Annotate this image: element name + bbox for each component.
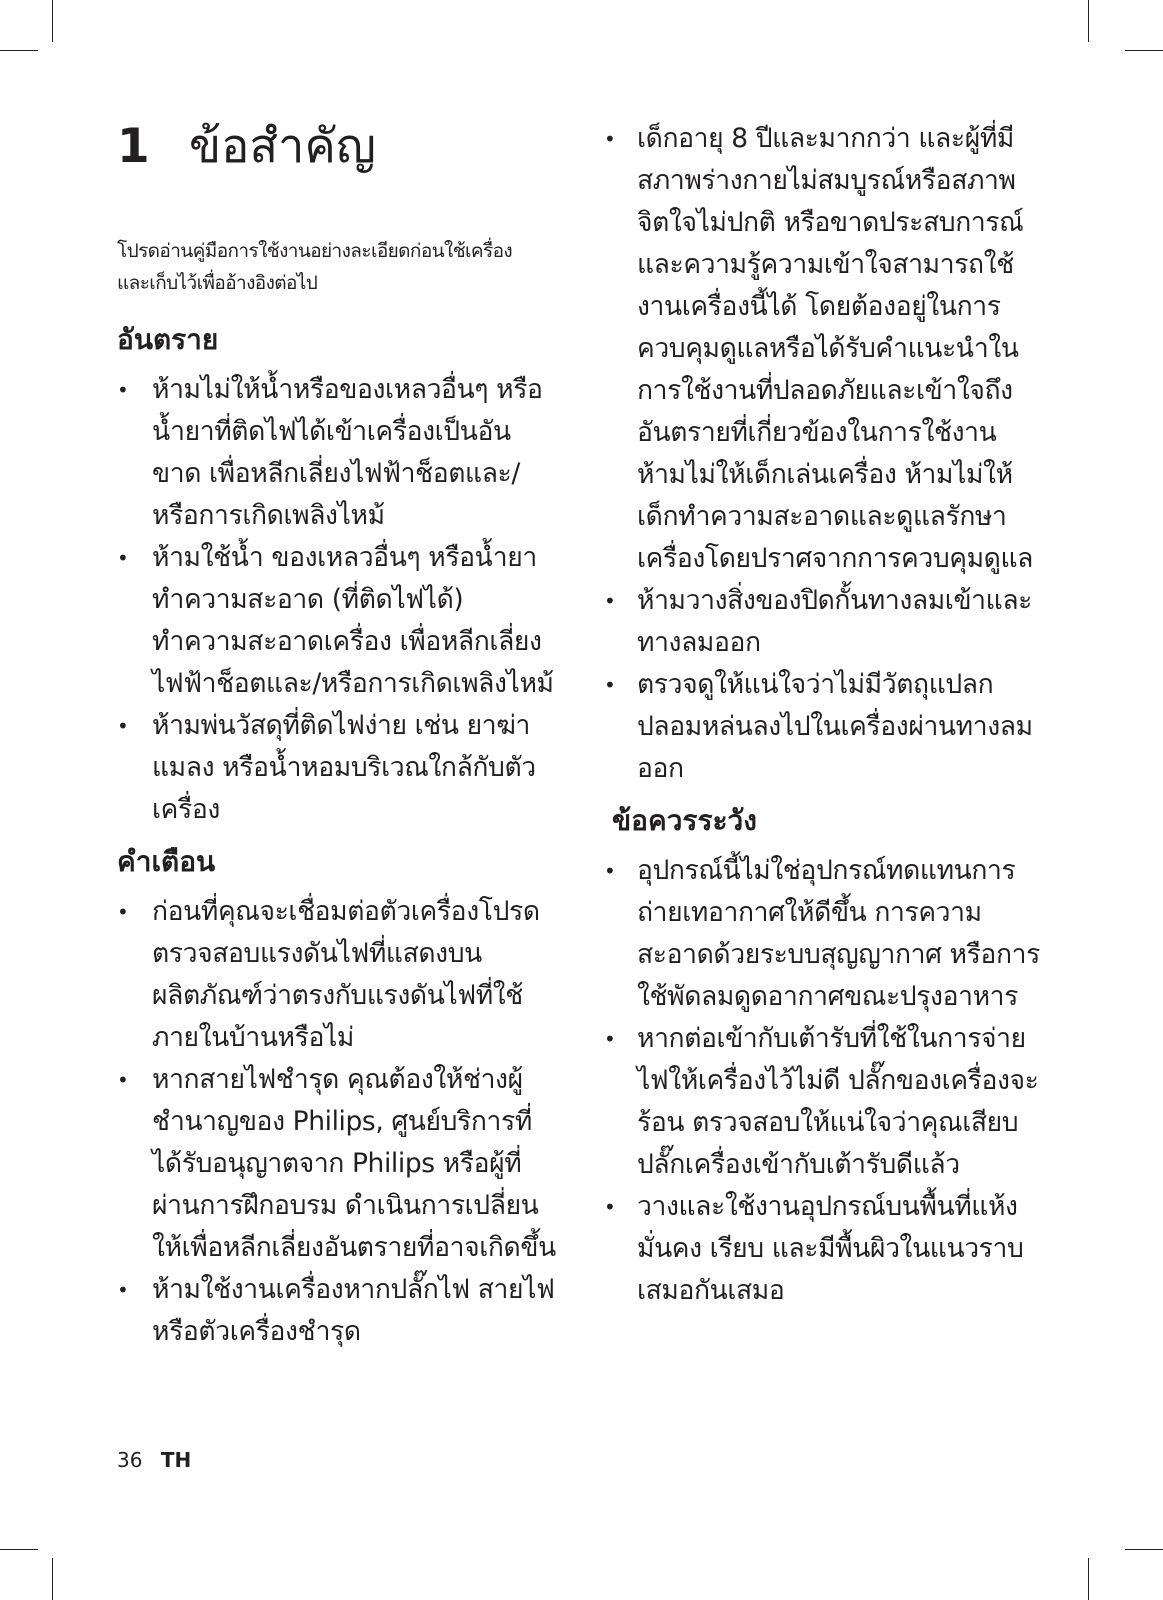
chapter-heading: ข้อสำคัญ xyxy=(189,119,376,174)
crop-mark xyxy=(1125,1549,1163,1550)
bullet-icon: • xyxy=(117,545,129,570)
bullet-icon: • xyxy=(117,713,129,738)
bullet-icon: • xyxy=(604,859,616,883)
language-code: TH xyxy=(160,1448,192,1472)
list-item: • ห้ามพ่นวัสดุที่ติดไฟง่าย เช่น ยาฆ่าแมลง หรือน้ำหอมบริเวณใกล้กับตัวเครื่อง xyxy=(117,705,557,831)
crop-mark xyxy=(52,1558,53,1600)
danger-heading: อันตราย xyxy=(117,322,219,356)
bullet-icon: • xyxy=(604,1027,616,1051)
crop-mark xyxy=(0,50,38,51)
caution-list xyxy=(604,850,1052,1312)
bullet-icon: • xyxy=(117,1067,129,1092)
bullet-icon: • xyxy=(117,1277,129,1302)
warning-list-continued xyxy=(604,118,1052,790)
list-item: • เด็กอายุ 8 ปีและมากกว่า และผู้ที่มีสภาพร่างกายไม่สมบูรณ์หรือสภาพจิตใจไม่ปกติ หรือขาดประสบการณ์และความรู้ความเข้าใจสามารถใช้งานเครื่องนี้ได้ โดยต้องอยู่ในการควบคุมดูแลหรือได้รับคำแนะนำในการใช้งานที่ปลอดภัยและเข้าใจถึงอันตรายที่เกี่ยวข้องในการใช้งาน ห้ามไม่ให้เด็กเล่นเครื่อง ห้ามไม่ให้เด็กทำความสะอาดและดูแลรักษาเครื่องโดยปราศจากการควบคุมดูแล xyxy=(612,118,1052,580)
crop-mark xyxy=(52,0,53,42)
list-item: • ก่อนที่คุณจะเชื่อมต่อตัวเครื่องโปรดตรวจสอบแรงดันไฟที่แสดงบนผลิตภัณฑ์ว่าตรงกับแรงดันไฟที่ใช้ภายในบ้านหรือไม่ xyxy=(117,891,557,1059)
bullet-icon: • xyxy=(604,589,616,613)
crop-mark xyxy=(1088,1558,1089,1600)
bullet-icon: • xyxy=(604,673,616,697)
bullet-icon: • xyxy=(117,899,129,924)
crop-mark xyxy=(0,1549,38,1550)
intro-text: โปรดอ่านคู่มือการใช้งานอย่างละเอียดก่อนใช้เครื่อง และเก็บไว้เพื่ออ้างอิงต่อไป xyxy=(117,239,513,294)
list-item: • ห้ามใช้งานเครื่องหากปลั๊กไฟ สายไฟ หรือตัวเครื่องชำรุด xyxy=(117,1269,557,1353)
list-item: • ห้ามใช้น้ำ ของเหลวอื่นๆ หรือน้ำยาทำความสะอาด (ที่ติดไฟได้) ทำความสะอาดเครื่อง เพื่อหลีกเลี่ยงไฟฟ้าช็อตและ/หรือการเกิดเพลิงไหม้ xyxy=(117,537,557,705)
list-item: • อุปกรณ์นี้ไม่ใช่อุปกรณ์ทดแทนการถ่ายเทอากาศให้ดีขึ้น การความสะอาดด้วยระบบสุญญากาศ หรือการใช้พัดลมดูดอากาศขณะปรุงอาหาร xyxy=(612,850,1052,1018)
list-item: • ห้ามไม่ให้น้ำหรือของเหลวอื่นๆ หรือน้ำยาที่ติดไฟได้เข้าเครื่องเป็นอันขาด เพื่อหลีกเลี่ยงไฟฟ้าช็อตและ/หรือการเกิดเพลิงไหม้ xyxy=(117,369,557,537)
crop-mark xyxy=(1125,50,1163,51)
page-footer xyxy=(117,1448,191,1472)
caution-heading: ข้อควรระวัง xyxy=(612,804,757,837)
crop-mark xyxy=(1088,0,1089,42)
chapter-title xyxy=(117,118,557,177)
list-item: • ห้ามวางสิ่งของปิดกั้นทางลมเข้าและทางลมออก xyxy=(612,580,1052,664)
list-item: • หากต่อเข้ากับเต้ารับที่ใช้ในการจ่ายไฟให้เครื่องไว้ไม่ดี ปลั๊กของเครื่องจะร้อน ตรวจสอบให้แน่ใจว่าคุณเสียบปลั๊กเครื่องเข้ากับเต้ารับดีแล้ว xyxy=(612,1018,1052,1186)
bullet-icon: • xyxy=(604,1195,616,1219)
warning-heading: คำเตือน xyxy=(117,844,216,878)
bullet-icon: • xyxy=(117,377,129,402)
warning-list xyxy=(117,891,557,1353)
danger-list xyxy=(117,369,557,831)
list-item: • หากสายไฟชำรุด คุณต้องให้ช่างผู้ชำนาญของ Philips, ศูนย์บริการที่ได้รับอนุญาตจาก Philips หรือผู้ที่ผ่านการฝึกอบรม ดำเนินการเปลี่ยนให้เพื่อหลีกเลี่ยงอันตรายที่อาจเกิดขึ้น xyxy=(117,1059,557,1269)
list-item: • วางและใช้งานอุปกรณ์บนพื้นที่แห้งมั่นคง เรียบ และมีพื้นผิวในแนวราบเสมอกันเสมอ xyxy=(612,1186,1052,1312)
right-column xyxy=(604,118,1052,1322)
bullet-icon: • xyxy=(604,127,616,151)
list-item: • ตรวจดูให้แน่ใจว่าไม่มีวัตถุแปลกปลอมหล่นลงไปในเครื่องผ่านทางลมออก xyxy=(612,664,1052,790)
left-column xyxy=(117,118,557,1363)
chapter-number: 1 xyxy=(117,119,150,174)
page-number: 36 xyxy=(117,1448,143,1472)
